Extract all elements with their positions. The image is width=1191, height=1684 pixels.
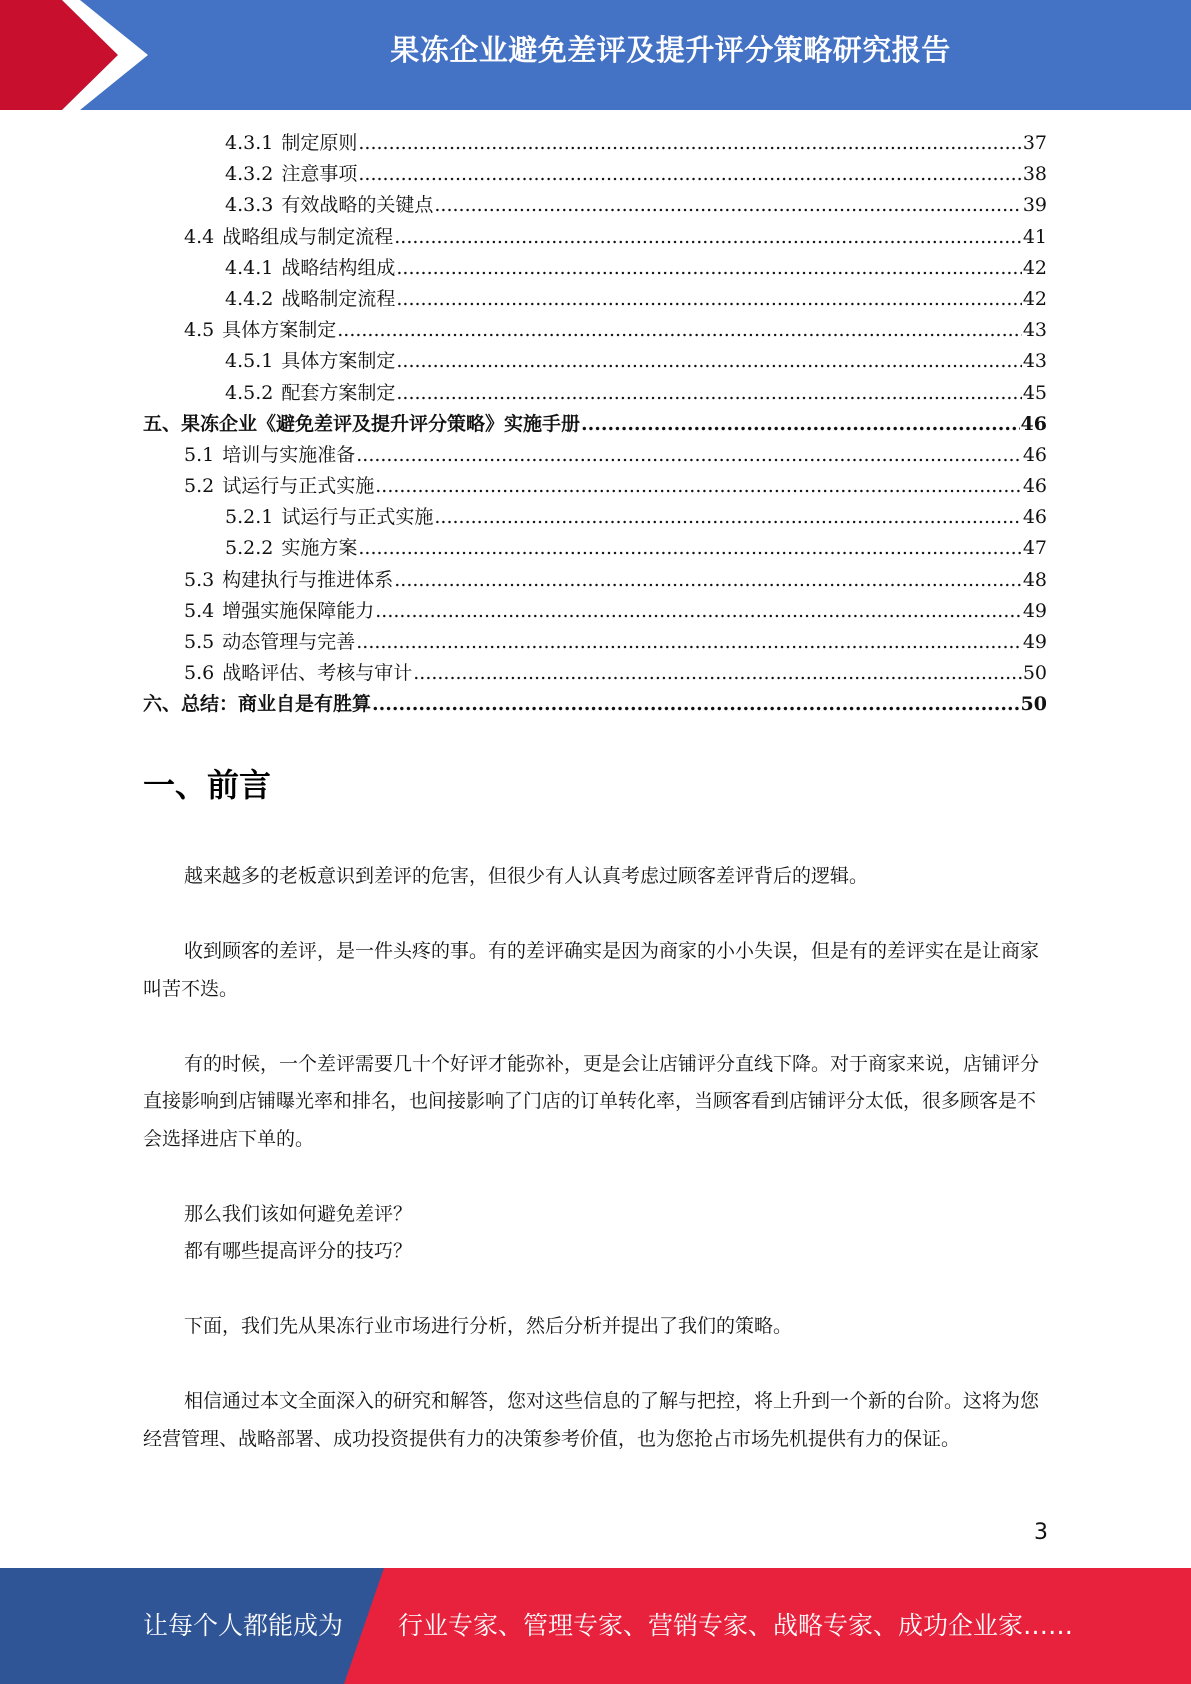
- toc-entry-page: 48: [1022, 568, 1047, 591]
- toc-entry-number: 5.2: [184, 475, 215, 498]
- toc-leader-dots: [394, 222, 1022, 253]
- toc-entry[interactable]: [143, 689, 1047, 720]
- toc-leader-dots: [372, 689, 1020, 720]
- toc-entry-page: 42: [1022, 287, 1047, 310]
- toc-entry-label: 注意事项: [281, 163, 358, 186]
- toc-entry-label: 实施方案: [281, 537, 358, 560]
- toc-entry-page: 50: [1022, 662, 1047, 685]
- toc-entry-number: 4.4.2: [225, 287, 274, 310]
- paragraph: 都有哪些提高评分的技巧？: [184, 1240, 413, 1262]
- toc-entry-label: 制定原则: [281, 132, 358, 154]
- toc-entry-number: 4.4.1: [225, 256, 274, 279]
- toc-entry-number: 5.3: [184, 568, 215, 591]
- toc-entry-page: 43: [1022, 319, 1047, 342]
- footer-slogan-right: 行业专家、管理专家、营销专家、战略专家、成功企业家……: [398, 1611, 1074, 1640]
- toc-entry-label: 动态管理与完善: [222, 631, 356, 653]
- toc-entry-label: 具体方案制定: [281, 350, 396, 373]
- toc-entry-page: 43: [1022, 350, 1047, 373]
- toc-entry-label: 战略制定流程: [281, 287, 396, 310]
- toc-entry-page: 47: [1022, 537, 1047, 560]
- toc-entry-label: 试运行与正式实施: [281, 506, 434, 529]
- toc-entry[interactable]: [143, 346, 1047, 377]
- page-number: 3: [1034, 1520, 1048, 1545]
- toc-entry[interactable]: [143, 128, 1047, 159]
- table-of-contents: [143, 128, 1047, 721]
- toc-entry[interactable]: [143, 440, 1047, 471]
- toc-leader-dots: [434, 502, 1021, 533]
- toc-entry-label: 战略评估、考核与审计: [222, 662, 413, 685]
- toc-entry-page: 41: [1022, 225, 1047, 248]
- toc-entry-page: 38: [1022, 163, 1047, 186]
- toc-entry-label: 战略结构组成: [281, 256, 396, 279]
- toc-entry[interactable]: [143, 502, 1047, 533]
- toc-leader-dots: [581, 409, 1020, 440]
- toc-entry-page: 46: [1022, 443, 1047, 466]
- toc-entry[interactable]: [143, 627, 1047, 658]
- toc-entry[interactable]: [143, 315, 1047, 346]
- toc-leader-dots: [356, 440, 1022, 471]
- header-chevron-graphic: [0, 0, 160, 110]
- paragraph: 有的时候，一个差评需要几十个好评才能弥补，更是会让店铺评分直线下降。对于商家来说，店铺评分直接影响到店铺曝光率和排名，也间接影响了门店的订单转化率，当顾客看到店铺评分太低，很多顾客是不会选择进店下单的。: [143, 1052, 1040, 1150]
- toc-leader-dots: [434, 190, 1021, 221]
- toc-entry[interactable]: [143, 378, 1047, 409]
- toc-entry-label: 构建执行与推进体系: [222, 568, 394, 591]
- toc-entry-number: 4.5: [184, 319, 215, 342]
- toc-entry-label: 增强实施保障能力: [222, 599, 375, 622]
- toc-leader-dots: [358, 533, 1021, 564]
- toc-leader-dots: [396, 346, 1021, 377]
- toc-entry[interactable]: [143, 409, 1047, 440]
- toc-entry-page: 46: [1022, 506, 1047, 529]
- toc-leader-dots: [413, 658, 1022, 689]
- header-title: 果冻企业避免差评及提升评分策略研究报告: [390, 33, 951, 67]
- paragraph: 下面，我们先从果冻行业市场进行分析，然后分析并提出了我们的策略。: [184, 1315, 793, 1337]
- footer-slogan-left: 让每个人都能成为: [143, 1611, 344, 1640]
- section-title: 一、前言: [143, 766, 272, 804]
- toc-entry-number: 5.2.1: [225, 506, 274, 529]
- paragraph: 收到顾客的差评，是一件头疼的事。有的差评确实是因为商家的小小失误，但是有的差评实在是让商家叫苦不迭。: [143, 940, 1040, 1000]
- toc-entry[interactable]: [143, 190, 1047, 221]
- toc-leader-dots: [358, 128, 1021, 159]
- toc-entry-number: 4.5.2: [225, 381, 274, 404]
- toc-leader-dots: [337, 315, 1022, 346]
- toc-entry-number: 5.6: [184, 662, 215, 685]
- toc-entry-page: 46: [1020, 412, 1047, 435]
- toc-leader-dots: [396, 378, 1021, 409]
- toc-entry-number: 4.3.2: [225, 163, 274, 186]
- toc-entry-page: 42: [1022, 256, 1047, 279]
- toc-leader-dots: [358, 159, 1021, 190]
- toc-entry-label: 战略组成与制定流程: [222, 225, 394, 248]
- toc-entry-number: 4.4: [184, 225, 215, 248]
- toc-entry[interactable]: [143, 533, 1047, 564]
- paragraph: 那么我们该如何避免差评？: [184, 1202, 413, 1225]
- toc-entry-label: 培训与实施准备: [222, 443, 356, 466]
- paragraph: 相信通过本文全面深入的研究和解答，您对这些信息的了解与把控，将上升到一个新的台阶。这将为您经营管理、战略部署、成功投资提供有力的决策参考价值，也为您抢占市场先机提供有力的保证。: [143, 1390, 1040, 1450]
- toc-entry[interactable]: [143, 596, 1047, 627]
- toc-leader-dots: [396, 253, 1021, 284]
- toc-entry-label: 配套方案制定: [281, 381, 396, 404]
- paragraph: 越来越多的老板意识到差评的危害，但很少有人认真考虑过顾客差评背后的逻辑。: [184, 865, 869, 887]
- toc-entry-page: 39: [1022, 194, 1047, 217]
- page-footer: [0, 1568, 1191, 1684]
- body-text: [143, 858, 1047, 1496]
- toc-entry-page: 49: [1022, 599, 1047, 622]
- toc-entry-number: 5.5: [184, 631, 215, 653]
- toc-entry[interactable]: [143, 284, 1047, 315]
- toc-leader-dots: [375, 596, 1022, 627]
- toc-entry-label: 有效战略的关键点: [281, 194, 434, 217]
- toc-entry[interactable]: [143, 658, 1047, 689]
- toc-entry-number: 4.3.3: [225, 194, 274, 217]
- toc-entry-number: 4.3.1: [225, 132, 274, 154]
- toc-entry-page: 37: [1022, 132, 1047, 154]
- toc-entry[interactable]: [143, 253, 1047, 284]
- toc-entry-label: 六、总结：商业自是有胜算: [143, 693, 372, 716]
- page-header: [0, 0, 1191, 110]
- toc-leader-dots: [356, 627, 1022, 658]
- toc-leader-dots: [375, 471, 1022, 502]
- toc-entry-number: 4.5.1: [225, 350, 274, 373]
- toc-entry[interactable]: [143, 159, 1047, 190]
- toc-entry-label: 具体方案制定: [222, 319, 337, 342]
- toc-entry-number: 5.1: [184, 443, 215, 466]
- toc-entry-number: 5.4: [184, 599, 215, 622]
- toc-entry[interactable]: [143, 565, 1047, 596]
- toc-entry-label: 五、果冻企业《避免差评及提升评分策略》实施手册: [143, 412, 581, 435]
- toc-entry-number: 5.2.2: [225, 537, 274, 560]
- toc-entry-page: 46: [1022, 475, 1047, 498]
- toc-entry-page: 50: [1020, 693, 1047, 716]
- toc-leader-dots: [396, 284, 1021, 315]
- toc-entry-page: 45: [1022, 381, 1047, 404]
- toc-entry[interactable]: [143, 222, 1047, 253]
- toc-entry-label: 试运行与正式实施: [222, 475, 375, 498]
- toc-leader-dots: [394, 565, 1022, 596]
- toc-entry[interactable]: [143, 471, 1047, 502]
- toc-entry-page: 49: [1022, 631, 1047, 653]
